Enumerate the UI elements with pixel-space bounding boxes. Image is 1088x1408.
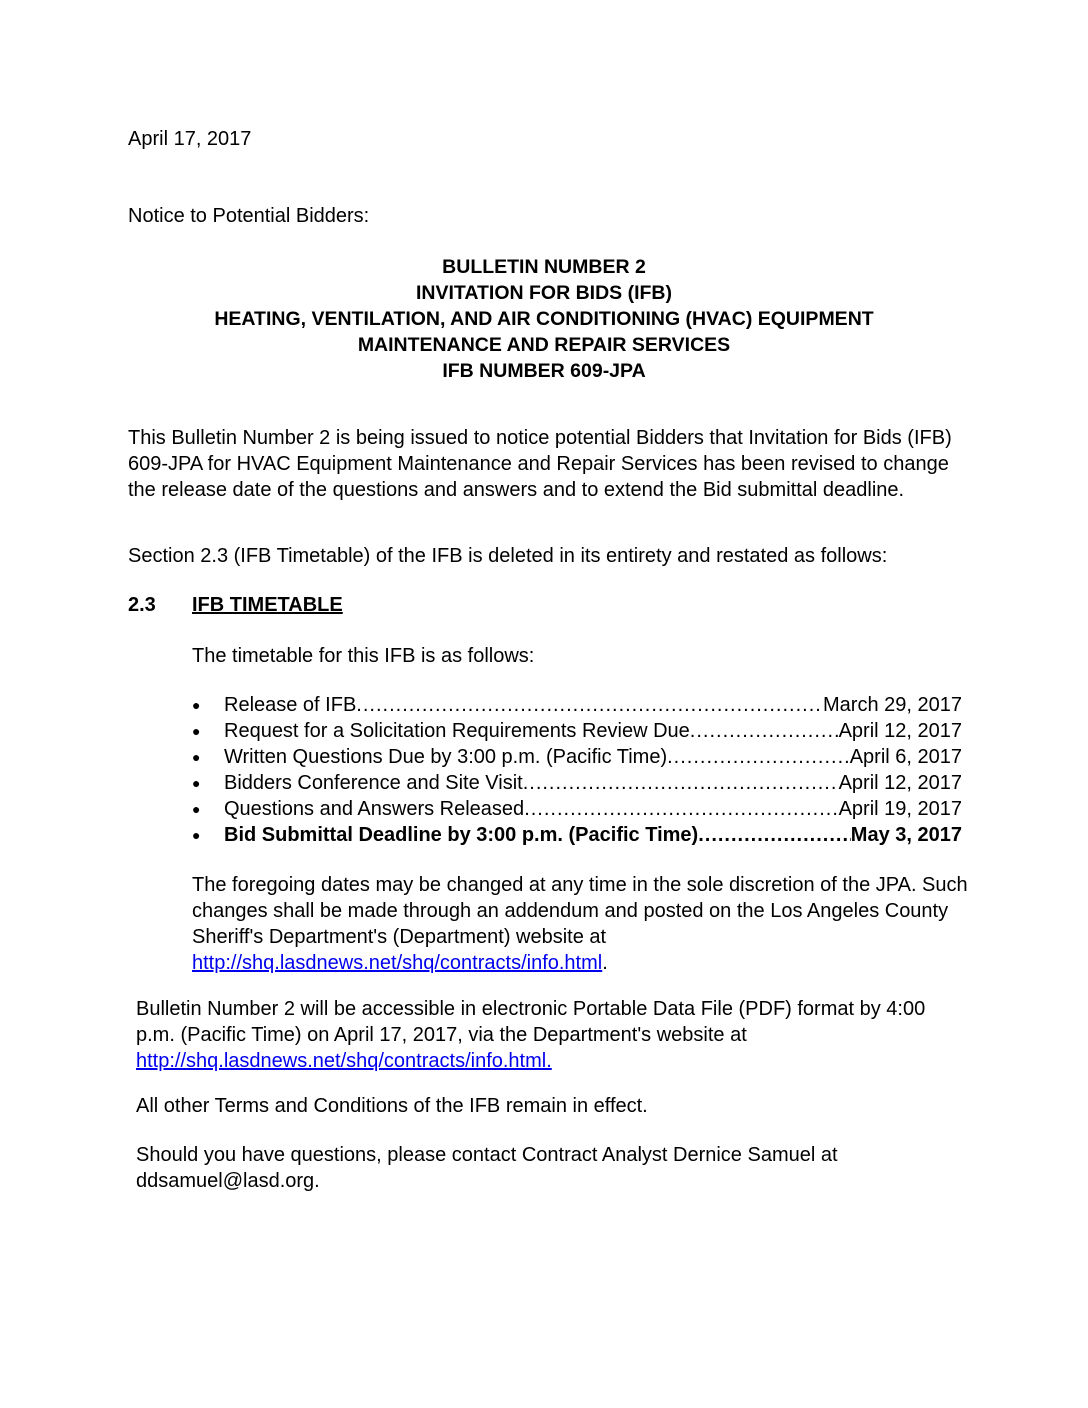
bullet-icon: ● (192, 801, 201, 817)
access-paragraph (136, 996, 966, 1074)
foregoing-text: The foregoing dates may be changed at any time in the sole discretion of the JPA. Such changes shall be made through an addendum and posted on the Los Angeles County Sheriff's Department's (Department) website at (192, 874, 968, 948)
timetable-date: April 19, 2017 (838, 798, 962, 820)
timetable-event: Questions and Answers Released (224, 798, 525, 820)
heading-line: HEATING, VENTILATION, AND AIR CONDITIONING (HVAC) EQUIPMENT (214, 308, 874, 330)
bullet-icon: ● (192, 775, 201, 791)
leader-dots (667, 744, 850, 770)
terms-paragraph: All other Terms and Conditions of the IFB remain in effect. (136, 1095, 648, 1117)
contact-paragraph: Should you have questions, please contact Contract Analyst Dernice Samuel at ddsamuel@lasd.org. (136, 1144, 838, 1192)
leader-dots (356, 692, 823, 718)
access-text: Bulletin Number 2 will be accessible in electronic Portable Data File (PDF) format by 4:00 p.m. (Pacific Time) on April 17, 2017, via the Department's website at (136, 998, 926, 1046)
greeting: Notice to Potential Bidders: (128, 205, 370, 227)
timetable-row (192, 744, 962, 770)
letter-date: April 17, 2017 (128, 128, 252, 150)
bulletin-heading (0, 254, 1088, 384)
section-heading: IFB TIMETABLE (192, 594, 343, 616)
bullet-icon: ● (192, 697, 201, 713)
timetable-event: Bid Submittal Deadline by 3:00 p.m. (Pacific Time) (224, 824, 699, 846)
bullet-icon: ● (192, 749, 201, 765)
timetable-list (192, 692, 962, 848)
heading-line: INVITATION FOR BIDS (IFB) (415, 282, 672, 304)
leader-dots (524, 796, 838, 822)
timetable-date: April 12, 2017 (838, 720, 962, 742)
website-link-2[interactable]: http://shq.lasdnews.net/shq/contracts/info.html. (136, 1050, 552, 1072)
timetable-event: Bidders Conference and Site Visit (224, 772, 523, 794)
leader-dots (690, 718, 839, 744)
section-note: Section 2.3 (IFB Timetable) of the IFB is deleted in its entirety and restated as follows: (128, 545, 888, 567)
timetable-date: April 6, 2017 (849, 746, 962, 768)
foregoing-end: . (602, 952, 608, 974)
section-number: 2.3 (128, 594, 156, 616)
foregoing-paragraph (192, 872, 972, 976)
heading-line: BULLETIN NUMBER 2 (442, 256, 646, 278)
website-link[interactable]: http://shq.lasdnews.net/shq/contracts/info.html (192, 952, 603, 974)
timetable-row (192, 796, 962, 822)
timetable-intro: The timetable for this IFB is as follows: (192, 645, 535, 667)
timetable-date: May 3, 2017 (850, 824, 962, 846)
timetable-row (192, 692, 962, 718)
leader-dots (698, 822, 851, 848)
timetable-row (192, 718, 962, 744)
timetable-event: Request for a Solicitation Requirements Review Due (224, 720, 690, 742)
timetable-row (192, 770, 962, 796)
timetable-event: Written Questions Due by 3:00 p.m. (Pacific Time) (224, 746, 668, 768)
timetable-event: Release of IFB (224, 694, 357, 716)
bullet-icon: ● (192, 827, 201, 843)
heading-line: IFB NUMBER 609-JPA (442, 360, 646, 382)
section-title (128, 594, 343, 617)
leader-dots (523, 770, 839, 796)
timetable-date: April 12, 2017 (838, 772, 962, 794)
heading-line: MAINTENANCE AND REPAIR SERVICES (357, 334, 731, 356)
intro-paragraph: This Bulletin Number 2 is being issued to notice potential Bidders that Invitation for Bids (IFB) 609-JPA for HVAC Equipment Maintenance and Repair Services has been revised to change the release date of the questions and answers and to extend the Bid submittal deadline. (128, 427, 952, 501)
bullet-icon: ● (192, 723, 201, 739)
timetable-row (192, 822, 962, 848)
timetable-date: March 29, 2017 (823, 694, 962, 716)
